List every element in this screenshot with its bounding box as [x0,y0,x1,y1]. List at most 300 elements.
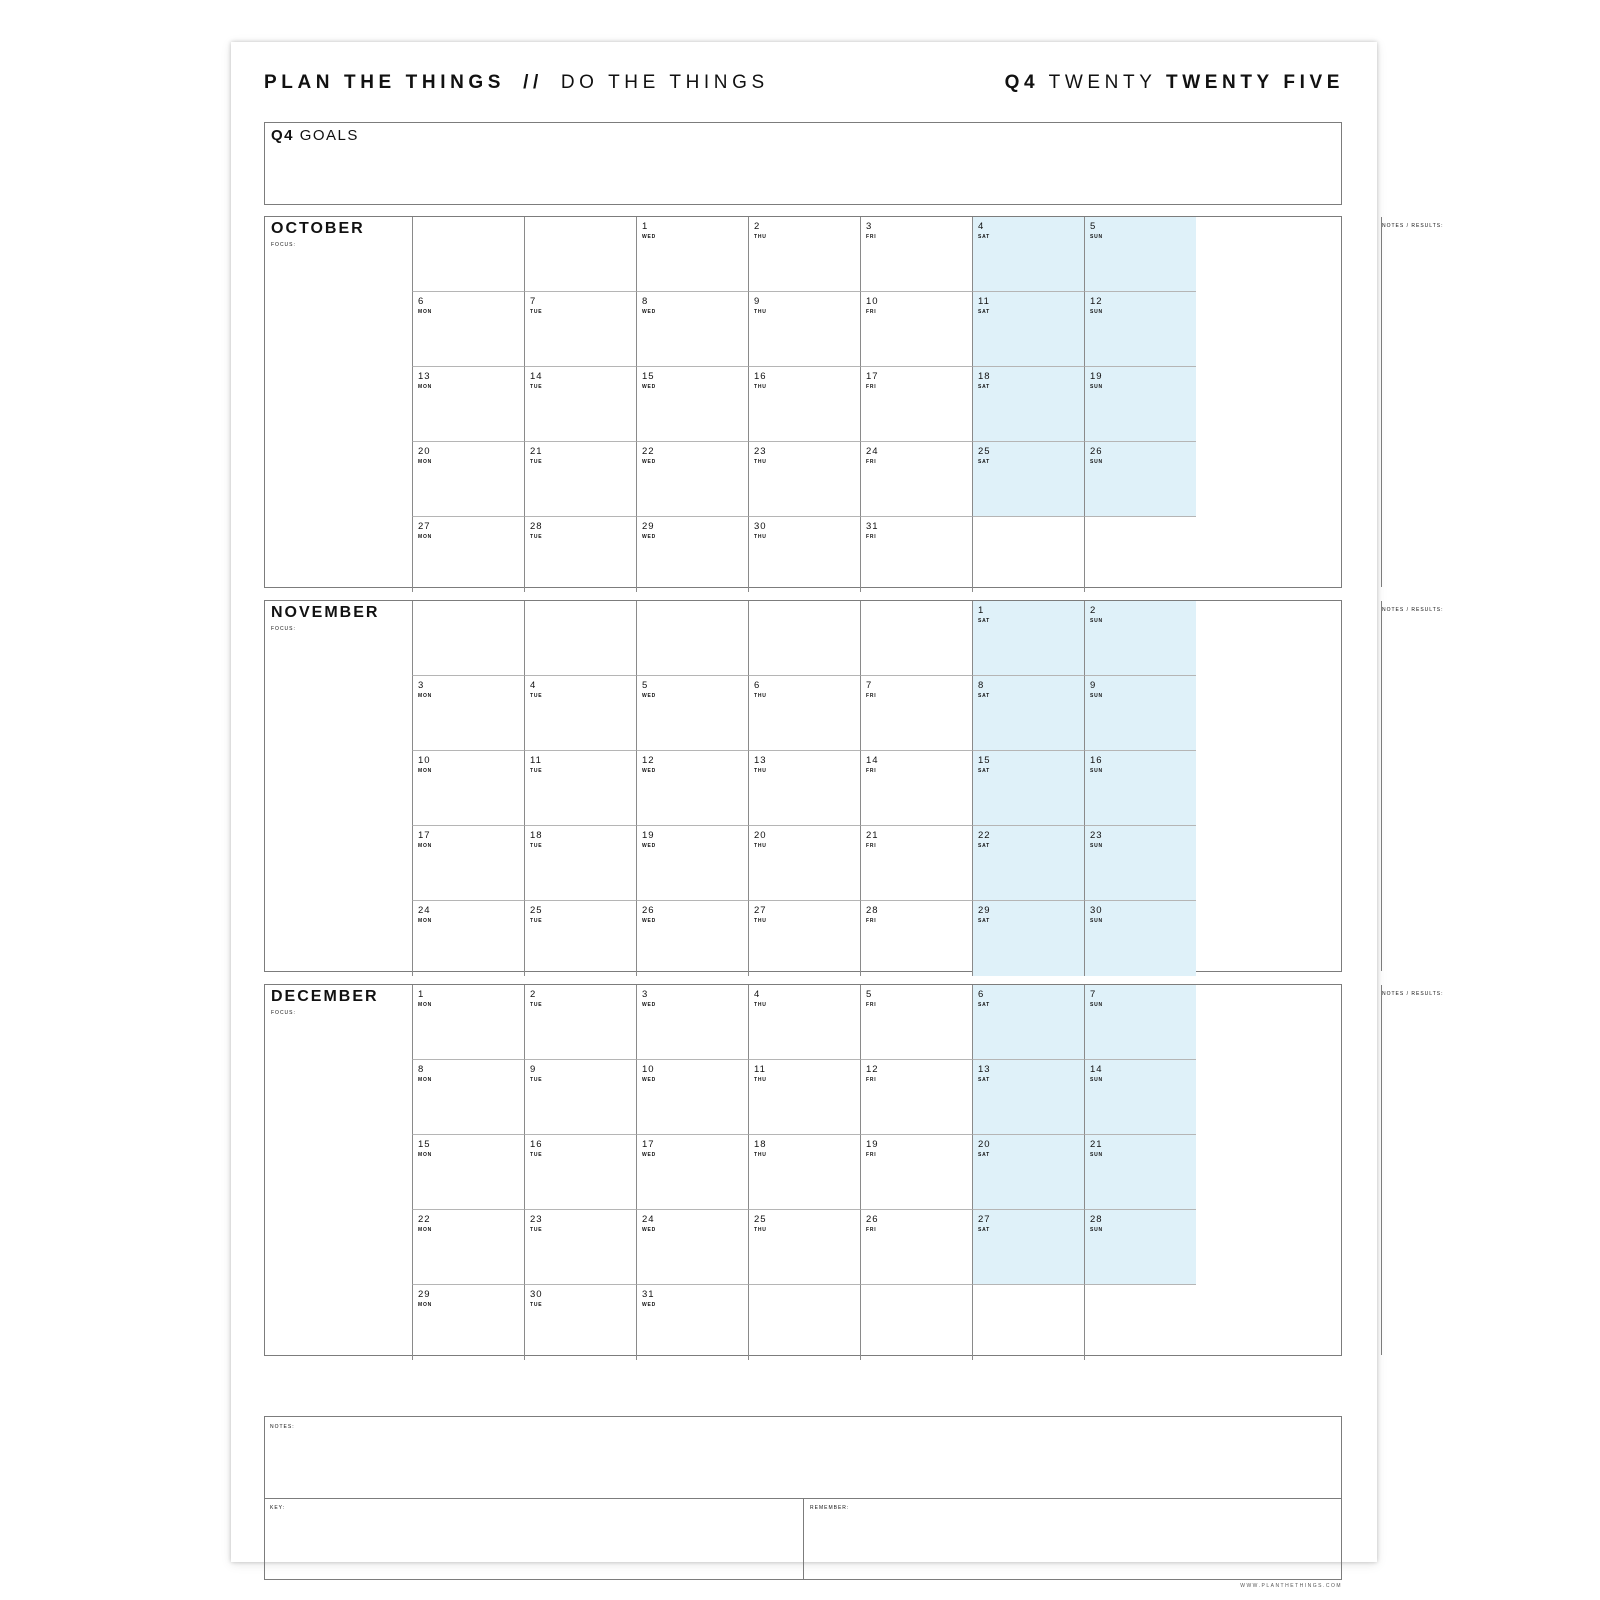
day-number: 10 [418,755,431,766]
day-cell[interactable] [524,291,636,367]
day-cell[interactable] [524,1059,636,1135]
day-of-week: SAT [978,1227,991,1233]
empty-day-cell[interactable] [748,601,860,676]
day-cell[interactable] [1084,985,1196,1060]
day-of-week: SAT [978,1002,991,1008]
notes-results-label: NOTES / RESULTS: [1382,607,1444,613]
day-number: 14 [530,371,543,382]
day-number: 2 [754,221,761,232]
month-grid [412,217,1103,587]
day-of-week: WED [642,843,657,849]
day-number: 28 [530,521,543,532]
day-cell[interactable] [636,825,748,901]
day-of-week: WED [642,768,657,774]
day-of-week: FRI [866,459,877,465]
day-cell[interactable] [860,750,972,826]
day-of-week: SUN [1090,768,1103,774]
day-of-week: FRI [866,1077,877,1083]
remember-label: REMEMBER: [810,1505,850,1511]
key-label: KEY: [270,1505,286,1511]
day-cell[interactable] [748,291,860,367]
month-name: OCTOBER [271,220,365,237]
day-number: 13 [978,1064,991,1075]
empty-day-cell[interactable] [524,217,636,292]
day-number: 26 [1090,446,1103,457]
day-cell[interactable] [412,825,524,901]
day-of-week: SUN [1090,1077,1103,1083]
day-cell[interactable] [524,516,636,592]
day-cell[interactable] [748,217,860,292]
day-of-week: SAT [978,618,991,624]
day-cell[interactable] [524,1209,636,1285]
day-cell[interactable] [860,217,972,292]
day-of-week: MON [418,1002,433,1008]
day-cell[interactable] [748,1134,860,1210]
day-cell[interactable] [748,1209,860,1285]
day-of-week: FRI [866,384,877,390]
day-number: 21 [530,446,543,457]
day-of-week: SUN [1090,1152,1103,1158]
day-of-week: FRI [866,693,877,699]
day-number: 1 [978,605,985,616]
day-of-week: SAT [978,459,991,465]
day-number: 10 [866,296,879,307]
header-separator: // [523,72,543,93]
day-number: 17 [866,371,879,382]
day-of-week: SUN [1090,1002,1103,1008]
day-of-week: MON [418,1152,433,1158]
day-cell[interactable] [524,900,636,976]
month-block-november [264,600,1444,972]
day-of-week: FRI [866,918,877,924]
day-of-week: WED [642,384,657,390]
day-number: 27 [418,521,431,532]
day-of-week: TUE [530,1302,543,1308]
day-of-week: SAT [978,918,991,924]
day-number: 16 [754,371,767,382]
day-cell[interactable] [636,366,748,442]
day-cell[interactable] [636,1059,748,1135]
day-of-week: WED [642,1077,657,1083]
goals-title [271,127,359,144]
day-number: 6 [754,680,761,691]
day-cell[interactable] [412,985,524,1060]
day-cell[interactable] [972,985,1084,1060]
day-of-week: MON [418,843,433,849]
day-cell[interactable] [1084,1059,1196,1135]
day-number: 19 [866,1139,879,1150]
day-number: 17 [642,1139,655,1150]
day-cell[interactable] [860,825,972,901]
day-of-week: MON [418,309,433,315]
day-number: 14 [866,755,879,766]
day-number: 18 [530,830,543,841]
day-number: 23 [1090,830,1103,841]
month-block-december [264,984,1444,1356]
day-of-week: TUE [530,1152,543,1158]
day-cell[interactable] [748,825,860,901]
day-number: 1 [642,221,649,232]
day-of-week: WED [642,693,657,699]
day-cell[interactable] [1084,217,1196,292]
day-of-week: SUN [1090,693,1103,699]
day-cell[interactable] [412,1134,524,1210]
header-plan-text: PLAN THE THINGS [264,72,506,93]
focus-label: FOCUS: [271,1010,296,1016]
day-number: 8 [642,296,649,307]
day-of-week: MON [418,534,433,540]
day-number: 25 [978,446,991,457]
day-of-week: THU [754,309,767,315]
empty-day-cell[interactable] [860,1284,972,1360]
day-cell[interactable] [636,441,748,517]
day-cell[interactable] [1084,900,1196,976]
day-of-week: SUN [1090,309,1103,315]
day-of-week: TUE [530,693,543,699]
day-cell[interactable] [748,441,860,517]
day-number: 5 [642,680,649,691]
day-number: 22 [642,446,655,457]
day-number: 21 [866,830,879,841]
day-cell[interactable] [972,601,1084,676]
day-cell[interactable] [1084,1134,1196,1210]
day-number: 2 [1090,605,1097,616]
day-number: 28 [866,905,879,916]
day-cell[interactable] [972,291,1084,367]
day-number: 15 [978,755,991,766]
day-cell[interactable] [972,675,1084,751]
day-cell[interactable] [748,1059,860,1135]
day-number: 6 [418,296,425,307]
day-of-week: WED [642,1152,657,1158]
day-cell[interactable] [636,675,748,751]
day-number: 31 [642,1289,655,1300]
day-cell[interactable] [412,675,524,751]
day-cell[interactable] [860,441,972,517]
day-number: 30 [1090,905,1103,916]
day-of-week: MON [418,768,433,774]
day-cell[interactable] [860,1059,972,1135]
day-number: 20 [754,830,767,841]
day-cell[interactable] [972,217,1084,292]
day-of-week: TUE [530,918,543,924]
day-cell[interactable] [748,985,860,1060]
day-number: 12 [1090,296,1103,307]
day-cell[interactable] [524,441,636,517]
day-cell[interactable] [860,900,972,976]
day-number: 8 [418,1064,425,1075]
day-cell[interactable] [524,985,636,1060]
header-year-bold: TWENTY FIVE [1166,72,1344,93]
goals-title-text: GOALS [299,127,359,144]
day-number: 2 [530,989,537,1000]
day-cell[interactable] [412,441,524,517]
day-cell[interactable] [860,366,972,442]
day-of-week: MON [418,459,433,465]
day-cell[interactable] [860,291,972,367]
day-cell[interactable] [636,985,748,1060]
day-of-week: TUE [530,384,543,390]
header-tagline [264,72,769,94]
day-of-week: WED [642,459,657,465]
day-cell[interactable] [1084,441,1196,517]
day-of-week: MON [418,918,433,924]
planner-sheet [231,42,1444,1589]
day-number: 7 [866,680,873,691]
day-of-week: SAT [978,693,991,699]
day-cell[interactable] [412,516,524,592]
day-cell[interactable] [972,900,1084,976]
day-cell[interactable] [1084,291,1196,367]
day-of-week: TUE [530,534,543,540]
day-cell[interactable] [412,1209,524,1285]
day-cell[interactable] [636,1134,748,1210]
empty-day-cell[interactable] [524,601,636,676]
day-of-week: THU [754,459,767,465]
day-number: 22 [978,830,991,841]
day-cell[interactable] [412,1284,524,1360]
day-of-week: FRI [866,1152,877,1158]
day-of-week: WED [642,1302,657,1308]
day-cell[interactable] [972,366,1084,442]
notes-label: NOTES: [270,1424,295,1430]
day-cell[interactable] [636,1284,748,1360]
day-cell[interactable] [1084,1209,1196,1285]
day-number: 29 [642,521,655,532]
day-cell[interactable] [972,825,1084,901]
day-number: 26 [642,905,655,916]
day-cell[interactable] [860,516,972,592]
day-of-week: FRI [866,234,877,240]
month-name: NOVEMBER [271,604,380,621]
day-number: 18 [754,1139,767,1150]
day-of-week: TUE [530,309,543,315]
day-of-week: THU [754,384,767,390]
day-number: 19 [642,830,655,841]
day-cell[interactable] [748,675,860,751]
day-cell[interactable] [524,366,636,442]
day-cell[interactable] [524,1284,636,1360]
day-cell[interactable] [412,291,524,367]
day-cell[interactable] [636,217,748,292]
notes-divider [1381,601,1382,971]
day-of-week: FRI [866,768,877,774]
day-of-week: WED [642,918,657,924]
day-cell[interactable] [860,1134,972,1210]
day-number: 18 [978,371,991,382]
day-cell[interactable] [860,985,972,1060]
month-grid [412,985,1103,1355]
day-cell[interactable] [860,1209,972,1285]
empty-day-cell[interactable] [860,601,972,676]
day-cell[interactable] [636,291,748,367]
day-cell[interactable] [972,750,1084,826]
day-cell[interactable] [524,675,636,751]
day-number: 23 [754,446,767,457]
day-number: 1 [418,989,425,1000]
focus-label: FOCUS: [271,626,296,632]
goals-box[interactable] [264,122,1342,205]
day-cell[interactable] [1084,601,1196,676]
empty-day-cell[interactable] [972,516,1084,592]
day-of-week: FRI [866,1227,877,1233]
day-cell[interactable] [524,825,636,901]
empty-day-cell[interactable] [636,601,748,676]
day-cell[interactable] [1084,366,1196,442]
day-number: 25 [530,905,543,916]
day-number: 23 [530,1214,543,1225]
day-of-week: WED [642,534,657,540]
day-number: 14 [1090,1064,1103,1075]
day-of-week: TUE [530,1002,543,1008]
day-number: 11 [978,296,990,307]
day-number: 9 [530,1064,537,1075]
day-number: 3 [642,989,649,1000]
day-number: 13 [754,755,767,766]
day-number: 20 [978,1139,991,1150]
day-number: 17 [418,830,431,841]
day-of-week: THU [754,534,767,540]
header-quarter-label: Q4 [1004,72,1040,93]
day-of-week: WED [642,1227,657,1233]
day-number: 29 [418,1289,431,1300]
day-of-week: THU [754,234,767,240]
header-quarter [1005,72,1344,94]
day-number: 24 [642,1214,655,1225]
day-of-week: SAT [978,384,991,390]
day-of-week: FRI [866,843,877,849]
day-of-week: SAT [978,1077,991,1083]
day-number: 11 [754,1064,766,1075]
day-number: 31 [866,521,879,532]
day-cell[interactable] [748,366,860,442]
bottom-notes-box[interactable] [264,1416,1342,1580]
day-number: 11 [530,755,542,766]
day-of-week: THU [754,1002,767,1008]
empty-day-cell[interactable] [1084,516,1196,592]
day-of-week: SUN [1090,618,1103,624]
day-number: 15 [418,1139,431,1150]
notes-divider [1381,985,1382,1355]
day-cell[interactable] [412,750,524,826]
day-cell[interactable] [636,1209,748,1285]
notes-results-label: NOTES / RESULTS: [1382,991,1444,997]
day-number: 27 [754,905,767,916]
day-cell[interactable] [524,1134,636,1210]
day-of-week: SUN [1090,1227,1103,1233]
month-grid [412,601,1103,971]
day-of-week: SUN [1090,234,1103,240]
day-cell[interactable] [972,1059,1084,1135]
day-number: 6 [978,989,985,1000]
empty-day-cell[interactable] [412,217,524,292]
day-cell[interactable] [412,1059,524,1135]
focus-label: FOCUS: [271,242,296,248]
day-of-week: MON [418,1227,433,1233]
day-of-week: TUE [530,1077,543,1083]
day-cell[interactable] [636,900,748,976]
day-cell[interactable] [1084,750,1196,826]
day-of-week: THU [754,1077,767,1083]
day-number: 16 [1090,755,1103,766]
day-cell[interactable] [524,750,636,826]
day-of-week: TUE [530,459,543,465]
day-cell[interactable] [972,441,1084,517]
day-of-week: SAT [978,309,991,315]
day-of-week: FRI [866,1002,877,1008]
day-number: 4 [754,989,761,1000]
day-cell[interactable] [748,900,860,976]
empty-day-cell[interactable] [1084,1284,1196,1360]
day-cell[interactable] [636,516,748,592]
day-cell[interactable] [972,1134,1084,1210]
day-number: 7 [530,296,537,307]
day-cell[interactable] [412,366,524,442]
day-number: 10 [642,1064,655,1075]
day-number: 4 [978,221,985,232]
day-of-week: SAT [978,768,991,774]
day-number: 9 [754,296,761,307]
month-name: DECEMBER [271,988,379,1005]
empty-day-cell[interactable] [748,1284,860,1360]
month-block-october [264,216,1444,588]
day-number: 22 [418,1214,431,1225]
day-of-week: MON [418,1302,433,1308]
day-number: 15 [642,371,655,382]
day-cell[interactable] [860,675,972,751]
empty-day-cell[interactable] [412,601,524,676]
day-number: 25 [754,1214,767,1225]
day-of-week: THU [754,918,767,924]
day-number: 7 [1090,989,1097,1000]
day-of-week: SUN [1090,918,1103,924]
day-number: 12 [866,1064,879,1075]
goals-title-quarter: Q4 [271,127,295,144]
notes-divider [1381,217,1382,587]
day-number: 30 [530,1289,543,1300]
day-number: 9 [1090,680,1097,691]
day-cell[interactable] [972,1209,1084,1285]
day-cell[interactable] [412,900,524,976]
day-of-week: THU [754,843,767,849]
day-number: 5 [866,989,873,1000]
day-number: 20 [418,446,431,457]
day-of-week: TUE [530,1227,543,1233]
day-cell[interactable] [748,516,860,592]
day-number: 5 [1090,221,1097,232]
day-of-week: THU [754,693,767,699]
day-number: 30 [754,521,767,532]
day-of-week: THU [754,1152,767,1158]
day-of-week: FRI [866,309,877,315]
day-cell[interactable] [636,750,748,826]
day-of-week: TUE [530,768,543,774]
day-cell[interactable] [1084,825,1196,901]
day-cell[interactable] [748,750,860,826]
day-number: 21 [1090,1139,1103,1150]
day-number: 26 [866,1214,879,1225]
day-number: 13 [418,371,431,382]
footer-url: WWW.PLANTHETHINGS.COM [1240,1583,1342,1589]
day-of-week: TUE [530,843,543,849]
day-number: 24 [866,446,879,457]
day-of-week: SUN [1090,459,1103,465]
day-of-week: SUN [1090,843,1103,849]
day-number: 19 [1090,371,1103,382]
day-of-week: SAT [978,843,991,849]
day-cell[interactable] [1084,675,1196,751]
empty-day-cell[interactable] [972,1284,1084,1360]
